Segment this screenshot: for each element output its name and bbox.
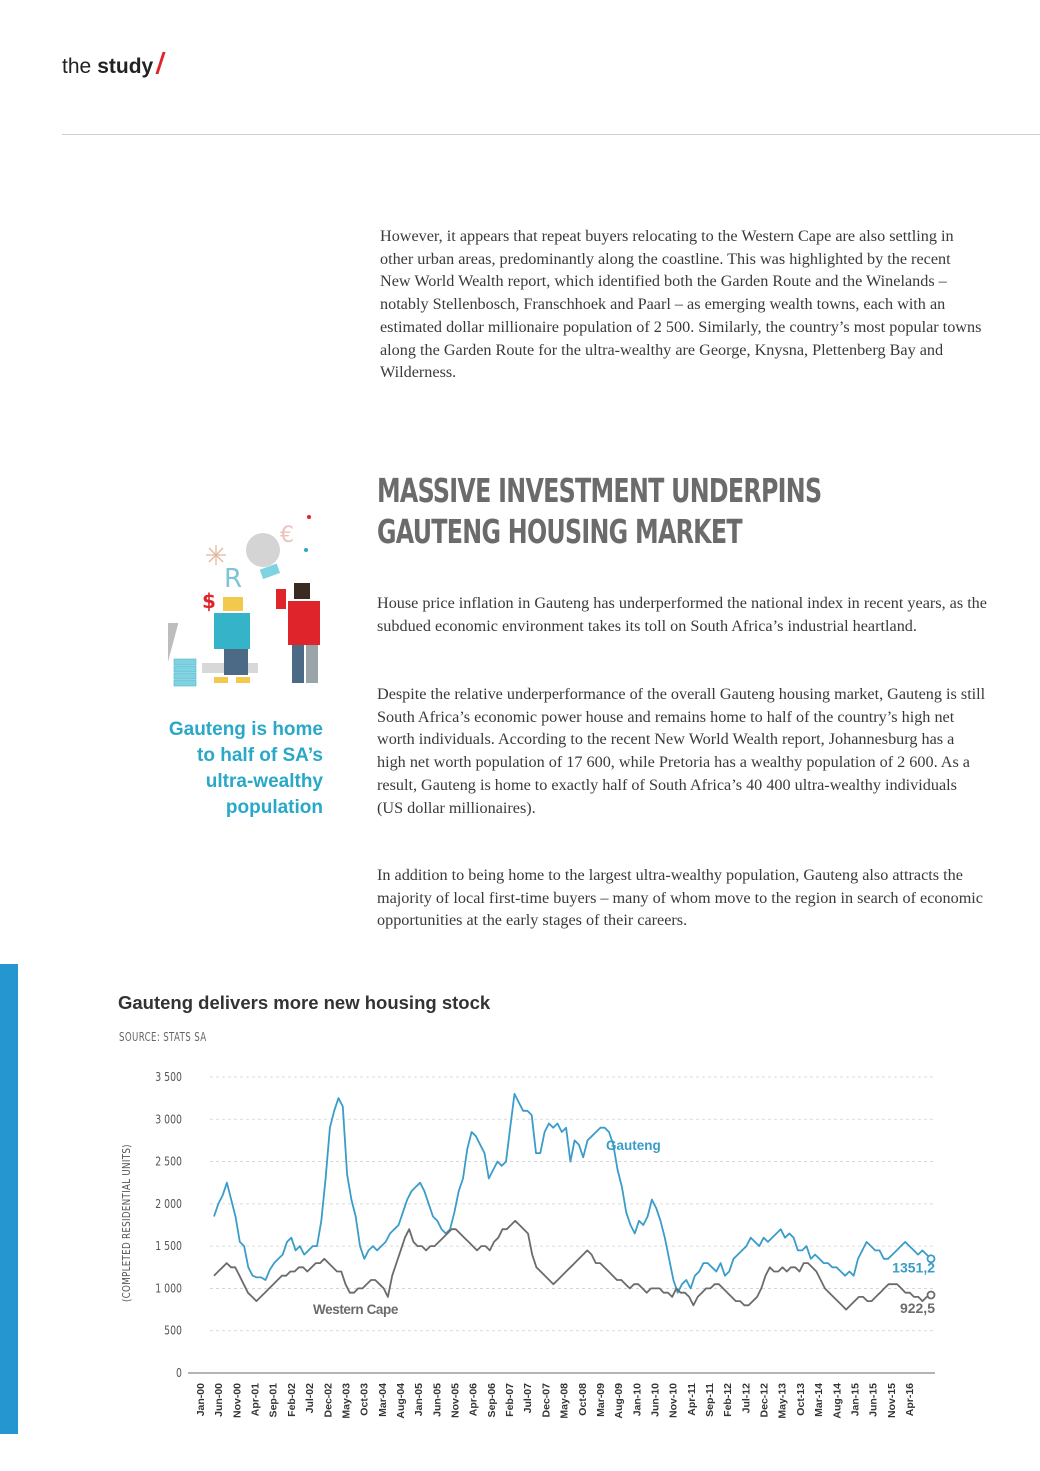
- blue-dot: [304, 548, 308, 552]
- x-tick-label: Jan-05: [413, 1383, 426, 1417]
- laptop: [168, 623, 178, 663]
- pull-quote-line-2: to half of SA’s: [197, 745, 323, 766]
- x-tick-label: Nov-10: [667, 1383, 680, 1419]
- x-tick-label: Dec-12: [758, 1383, 771, 1418]
- y-tick-label: 2 000: [155, 1196, 182, 1212]
- x-tick-label: Apr-06: [467, 1383, 480, 1417]
- x-tick-label: Apr-01: [249, 1383, 262, 1417]
- y-tick-label: 0: [176, 1365, 182, 1381]
- pull-quote-line-4: population: [225, 797, 323, 818]
- sparkle-icon: [206, 545, 226, 565]
- x-tick-label: Mar-14: [813, 1383, 826, 1417]
- x-tick-label: May-03: [340, 1383, 353, 1419]
- y-tick-label: 3 000: [155, 1112, 182, 1127]
- series-line-western-cape: [214, 1221, 931, 1310]
- pull-quote-line-3: ultra-wealthy: [205, 771, 323, 792]
- x-tick-label: Feb-12: [722, 1383, 735, 1417]
- y-tick-label: 1 500: [155, 1238, 182, 1254]
- x-tick-label: Jun-15: [867, 1383, 880, 1417]
- x-tick-label: Dec-02: [322, 1383, 335, 1418]
- heading-line-2: GAUTENG HOUSING MARKET: [377, 512, 742, 551]
- housing-line-chart: [140, 1060, 950, 1430]
- y-tick-label: 3 500: [155, 1069, 182, 1085]
- x-tick-label: Aug-04: [394, 1383, 407, 1419]
- x-tick-label: Jan-00: [195, 1383, 207, 1417]
- brand-the: the: [62, 55, 92, 78]
- rand-symbol: R: [224, 564, 243, 594]
- series-end-label: 1351,2: [892, 1259, 935, 1276]
- series-end-label: 922,5: [899, 1299, 935, 1316]
- series-name-western-cape: Western Cape: [313, 1302, 398, 1317]
- x-tick-label: Oct-08: [576, 1383, 589, 1416]
- wealthy-people-illustration: [168, 505, 328, 690]
- x-tick-label: Dec-07: [540, 1383, 553, 1418]
- x-tick-label: Jan-15: [849, 1383, 862, 1417]
- x-tick-label: Aug-14: [831, 1383, 844, 1419]
- x-tick-label: Jul-02: [304, 1383, 317, 1414]
- x-tick-label: Aug-09: [613, 1383, 626, 1419]
- blue-side-bar: [0, 964, 18, 1434]
- x-tick-label: Sep-01: [267, 1383, 280, 1418]
- paragraph-2: Despite the relative underperformance of the overall Gauteng housing market, Gauteng is still South Africa’s economic power house and remains home to half of the country’s high net worth individuals. According to the recent New World Wealth report, Johannesburg has a high net worth population of 17 600, while Pretoria has a wealthy population of 2 600. As a result, Gauteng is home to exactly half of South Africa’s 40 400 ultra-wealthy individuals (US dollar millionaires).: [377, 685, 986, 817]
- heading-line-1: MASSIVE INVESTMENT UNDERPINS: [377, 471, 822, 510]
- section-heading: [377, 470, 821, 552]
- header-divider: [62, 134, 1040, 135]
- red-dot: [307, 515, 311, 519]
- pull-quote-line-1: Gauteng is home: [168, 719, 323, 740]
- y-tick-label: 1 000: [155, 1281, 182, 1296]
- x-tick-label: Jan-10: [631, 1383, 644, 1417]
- chart-y-axis-label: (COMPLETED RESIDENTIAL UNITS): [120, 1144, 133, 1302]
- y-tick-label: 500: [164, 1323, 182, 1339]
- chart-title: Gauteng delivers more new housing stock: [118, 992, 491, 1013]
- brand-study: study: [97, 55, 154, 78]
- money-stack-bottom: [174, 659, 196, 686]
- brand-slash-mark: [156, 52, 166, 74]
- x-tick-label: Mar-04: [376, 1383, 389, 1417]
- x-tick-label: Jun-05: [431, 1383, 444, 1417]
- x-tick-label: Sep-11: [704, 1383, 717, 1417]
- x-tick-label: May-13: [776, 1383, 789, 1419]
- x-tick-label: Apr-16: [904, 1383, 916, 1417]
- x-tick-label: May-08: [558, 1383, 571, 1419]
- paragraph-1: House price inflation in Gauteng has underperformed the national index in recent years, as the subdued economic environment takes its toll on South Africa’s industrial heartland.: [377, 594, 987, 635]
- x-tick-label: Feb-07: [504, 1383, 517, 1417]
- y-tick-label: 2 500: [155, 1154, 182, 1169]
- x-tick-label: Jun-10: [649, 1383, 662, 1417]
- x-tick-label: Nov-05: [449, 1383, 462, 1419]
- x-tick-label: Apr-11: [685, 1383, 698, 1416]
- x-tick-label: Mar-09: [594, 1383, 607, 1417]
- intro-paragraph: However, it appears that repeat buyers relocating to the Western Cape are also settling in other urban areas, predominantly along the coastline. This was highlighted by the recent New World Wealth report, which identified both the Garden Route and the Winelands – notably Stellenbosch, Franschhoek and Paarl – as emerging wealth towns, each with an estimated dollar millionaire population of 2 500. Similarly, the country’s most popular towns along the Garden Route for the ultra-wealthy are George, Knysna, Plettenberg Bay and Wilderness.: [380, 227, 982, 382]
- pull-quote: [123, 717, 323, 821]
- x-tick-label: Jun-00: [213, 1383, 226, 1417]
- x-tick-label: Jul-07: [522, 1383, 535, 1414]
- x-tick-label: Jul-12: [740, 1383, 753, 1414]
- x-tick-label: Nov-15: [885, 1383, 898, 1419]
- grey-circle: [246, 533, 280, 567]
- x-tick-label: Nov-00: [231, 1383, 244, 1419]
- euro-symbol: €: [280, 523, 294, 548]
- series-end-marker: [928, 1291, 935, 1298]
- series-name-gauteng: Gauteng: [606, 1138, 661, 1153]
- x-tick-label: Oct-03: [358, 1383, 371, 1416]
- standing-man: [276, 583, 320, 683]
- dollar-symbol: $: [202, 589, 216, 613]
- x-tick-label: Feb-02: [285, 1383, 298, 1417]
- chart-source: SOURCE: STATS SA: [119, 1030, 207, 1044]
- x-tick-label: Oct-13: [794, 1383, 807, 1416]
- x-tick-label: Sep-06: [485, 1383, 498, 1418]
- header-brand: [62, 55, 153, 79]
- paragraph-3: In addition to being home to the largest ultra-wealthy population, Gauteng also attracts the majority of local first-time buyers – many of whom move to the region in search of economic opportunities at the early stages of their careers.: [377, 866, 983, 930]
